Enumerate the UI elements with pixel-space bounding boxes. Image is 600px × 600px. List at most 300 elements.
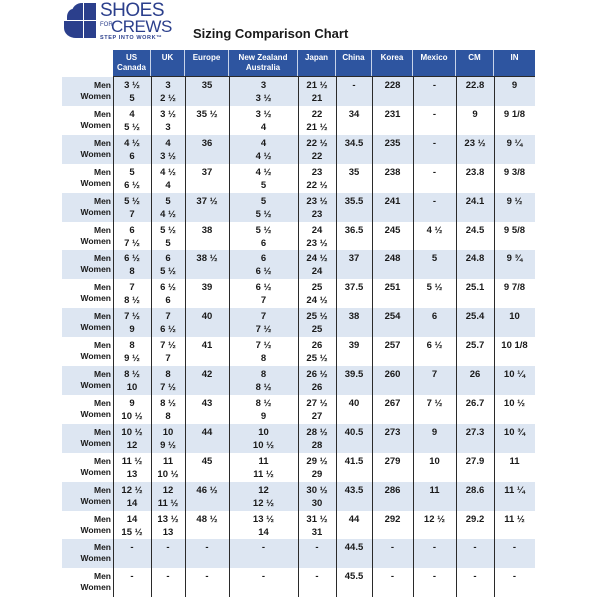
cell-mx-men: 10 bbox=[429, 455, 440, 467]
cell-nz-men: 10 bbox=[258, 426, 269, 438]
row-label-women: Women bbox=[80, 524, 111, 535]
cell-jp-women: 25 bbox=[311, 324, 323, 336]
cell-nz-women: 3 ½ bbox=[255, 93, 272, 104]
cell-eu-men: 42 bbox=[201, 369, 213, 380]
cell-nz-women: 6 ½ bbox=[255, 266, 272, 278]
logo-tagline: STEP INTO WORK™ bbox=[100, 35, 163, 41]
cell-cm-men: 26.7 bbox=[465, 397, 485, 409]
cell-uk-men: 4 bbox=[165, 137, 171, 149]
cell-kr-men: 238 bbox=[384, 166, 401, 178]
cell-jp-men: 24 ½ bbox=[306, 253, 328, 265]
cell-jp-women: 30 bbox=[311, 497, 323, 509]
cell-us-men: 5 bbox=[129, 166, 135, 178]
column-header-uk bbox=[151, 50, 185, 76]
column-header-sublabel: Canada bbox=[117, 63, 146, 72]
row-label-men: Men bbox=[94, 108, 111, 119]
column-header-label: CM bbox=[468, 53, 481, 62]
cell-cm-men: 25.7 bbox=[465, 340, 485, 352]
cell-kr-men: 267 bbox=[384, 397, 401, 409]
cell-uk-women: 8 bbox=[165, 410, 171, 422]
cell-cn-men: 40 bbox=[348, 397, 360, 409]
cell-eu-men: 35 bbox=[201, 80, 213, 91]
cell-uk-men: 5 bbox=[165, 195, 171, 207]
cell-uk-women: 13 bbox=[162, 526, 174, 538]
cell-uk-women: 7 ½ bbox=[160, 382, 176, 393]
cell-cm-men: 27.9 bbox=[465, 455, 485, 467]
cell-us-men: 9 bbox=[129, 397, 135, 409]
row-label-women: Women bbox=[80, 177, 111, 188]
column-header-label: Korea bbox=[380, 53, 404, 62]
cell-kr-men: 257 bbox=[384, 340, 401, 352]
column-header-sublabel: Australia bbox=[245, 63, 281, 72]
cell-cm-men: - bbox=[473, 571, 477, 583]
cell-nz-men: 3 bbox=[260, 80, 267, 91]
cell-nz-women: 7 bbox=[260, 295, 267, 307]
row-label-men: Men bbox=[94, 571, 111, 582]
cell-kr-men: 231 bbox=[384, 108, 401, 120]
cell-in-men: 10 1/8 bbox=[501, 340, 528, 352]
cell-jp-men: - bbox=[315, 571, 319, 583]
cell-cm-men: 9 bbox=[472, 108, 478, 120]
row-label-men: Men bbox=[94, 224, 111, 235]
cell-jp-women: 23 bbox=[311, 208, 323, 220]
cell-nz-men: 4 bbox=[260, 137, 267, 149]
cell-nz-women: 5 ½ bbox=[255, 208, 272, 220]
page-title: Sizing Comparison Chart bbox=[193, 26, 349, 41]
cell-us-men: 8 bbox=[129, 340, 135, 352]
cell-nz-men: 8 ½ bbox=[255, 397, 272, 409]
cell-jp-women: 21 ½ bbox=[306, 121, 328, 133]
cell-uk-women: 10 ½ bbox=[157, 468, 179, 480]
column-header-jp bbox=[298, 50, 336, 76]
cell-kr-men: 241 bbox=[384, 195, 401, 207]
cell-mx-men: - bbox=[432, 195, 437, 207]
cell-jp-women: 24 bbox=[311, 266, 323, 278]
cell-mx-men: 7 ½ bbox=[426, 397, 443, 409]
cell-eu-men: - bbox=[205, 571, 209, 583]
cell-nz-women: 4 ½ bbox=[255, 150, 272, 162]
row-label-men: Men bbox=[94, 253, 111, 264]
cell-uk-men: - bbox=[166, 542, 170, 554]
cell-nz-men: 6 bbox=[260, 253, 267, 265]
cell-nz-men: 6 ½ bbox=[255, 282, 272, 294]
column-divider bbox=[372, 77, 373, 597]
cell-cn-men: 35.5 bbox=[344, 195, 364, 207]
cell-us-men: 14 bbox=[126, 513, 138, 525]
cell-in-men: 9 ¼ bbox=[506, 137, 523, 149]
cell-us-women: 5 ½ bbox=[124, 121, 140, 133]
cell-mx-men: 6 bbox=[431, 311, 438, 323]
cell-nz-women: 14 bbox=[258, 526, 269, 538]
cell-us-women: 8 bbox=[129, 266, 135, 278]
column-header-label: US bbox=[125, 53, 138, 62]
cell-jp-women: 29 bbox=[311, 468, 323, 480]
cell-nz-men: - bbox=[261, 542, 266, 554]
cell-us-women: 6 bbox=[129, 150, 135, 162]
cell-uk-women: 9 ½ bbox=[160, 439, 176, 451]
row-label-men: Men bbox=[94, 166, 111, 177]
cell-in-men: - bbox=[512, 571, 517, 583]
row-label-men: Men bbox=[94, 282, 111, 293]
cell-jp-men: 25 bbox=[311, 282, 323, 294]
row-label-men: Men bbox=[94, 542, 111, 553]
cell-mx-men: 5 ½ bbox=[426, 282, 443, 294]
cell-uk-men: 6 bbox=[165, 253, 171, 265]
cell-us-men: 4 ½ bbox=[124, 137, 140, 149]
cell-jp-men: 24 bbox=[311, 224, 323, 236]
cell-in-men: 9 7/8 bbox=[503, 282, 526, 294]
cell-cn-men: 36.5 bbox=[344, 224, 364, 236]
cell-cm-men: - bbox=[473, 542, 477, 554]
cell-uk-women: 3 bbox=[165, 121, 171, 133]
column-header-label: Europe bbox=[192, 53, 221, 62]
cell-cn-men: 44.5 bbox=[344, 542, 364, 554]
row-label-women: Women bbox=[80, 553, 111, 564]
cell-eu-men: 46 ½ bbox=[196, 484, 218, 496]
cell-us-men: - bbox=[130, 542, 134, 554]
column-header-label: New Zealand bbox=[238, 53, 288, 62]
cell-jp-women: 27 bbox=[311, 410, 323, 422]
cell-in-men: 9 bbox=[511, 80, 518, 91]
column-header-nz bbox=[229, 50, 298, 76]
cell-us-women: 12 bbox=[126, 439, 138, 451]
row-label-men: Men bbox=[94, 455, 111, 466]
column-header-in bbox=[494, 50, 535, 76]
cell-jp-men: 22 ½ bbox=[306, 137, 328, 149]
cell-jp-men: 22 bbox=[311, 108, 323, 120]
column-header-eu bbox=[185, 50, 229, 76]
cell-us-women: 13 bbox=[126, 468, 138, 480]
row-label-men: Men bbox=[94, 340, 111, 351]
cell-us-women: 9 bbox=[129, 324, 135, 336]
cell-eu-men: 37 ½ bbox=[196, 195, 218, 207]
column-header-cm bbox=[456, 50, 494, 76]
cell-uk-men: 12 bbox=[162, 484, 174, 496]
cell-eu-men: 39 bbox=[201, 282, 213, 294]
cell-uk-women: 3 ½ bbox=[160, 150, 176, 162]
cell-us-men: 5 ½ bbox=[124, 195, 140, 207]
cell-mx-men: - bbox=[432, 80, 437, 91]
row-label-men: Men bbox=[94, 369, 111, 379]
cell-kr-men: 279 bbox=[384, 455, 401, 467]
cell-in-men: - bbox=[512, 542, 517, 554]
cell-kr-men: 251 bbox=[384, 282, 401, 294]
cell-us-men: 11 ½ bbox=[121, 455, 143, 467]
row-label-women: Women bbox=[80, 119, 111, 130]
cell-nz-women: 4 bbox=[260, 121, 267, 133]
cell-jp-men: 30 ½ bbox=[306, 484, 328, 496]
cell-uk-men: 11 bbox=[162, 455, 174, 467]
cell-eu-men: 38 bbox=[201, 224, 213, 236]
row-label-men: Men bbox=[94, 513, 111, 524]
header-divider bbox=[113, 76, 535, 77]
cell-uk-women: 5 ½ bbox=[160, 266, 176, 278]
cell-eu-men: 43 bbox=[201, 397, 213, 409]
cell-in-men: 10 ¾ bbox=[503, 426, 526, 438]
cell-jp-women: 24 ½ bbox=[306, 295, 328, 307]
cell-us-women: 8 ½ bbox=[124, 295, 140, 307]
cell-nz-women: 6 bbox=[260, 237, 267, 249]
cell-cn-men: 39 bbox=[348, 340, 360, 352]
cell-us-women: 10 bbox=[126, 382, 138, 393]
row-label-men: Men bbox=[94, 426, 111, 437]
cell-kr-men: - bbox=[390, 571, 395, 583]
row-label-women: Women bbox=[80, 235, 111, 246]
cell-us-men: 10 ½ bbox=[121, 426, 143, 438]
cell-cm-men: 28.6 bbox=[465, 484, 485, 496]
cell-in-men: 9 5/8 bbox=[503, 224, 526, 236]
cell-nz-women: 7 ½ bbox=[255, 324, 272, 336]
cell-jp-women: 22 ½ bbox=[306, 179, 328, 191]
column-divider bbox=[336, 77, 337, 597]
cell-cn-men: 34 bbox=[348, 108, 360, 120]
cell-jp-men: 27 ½ bbox=[306, 397, 328, 409]
logo-text-crews: CREWS bbox=[111, 17, 172, 36]
cell-us-women: 14 bbox=[126, 497, 138, 509]
cell-cn-men: 35 bbox=[348, 166, 360, 178]
cell-uk-men: 6 ½ bbox=[160, 282, 176, 294]
cell-in-men: 11 bbox=[509, 455, 520, 467]
cell-nz-men: 7 bbox=[260, 311, 267, 323]
cell-eu-men: 44 bbox=[201, 426, 213, 438]
cell-us-men: 4 bbox=[129, 108, 135, 120]
cell-us-men: 6 bbox=[129, 224, 135, 236]
cell-mx-men: 6 ½ bbox=[426, 340, 443, 352]
cell-uk-women: 6 ½ bbox=[160, 324, 176, 336]
header-corner bbox=[62, 50, 113, 76]
cell-us-men: 6 ½ bbox=[124, 253, 140, 265]
cell-eu-men: 48 ½ bbox=[196, 513, 218, 525]
cell-cm-men: 24.5 bbox=[465, 224, 485, 236]
cell-cm-men: 24.1 bbox=[465, 195, 485, 207]
column-divider bbox=[413, 77, 414, 597]
cell-uk-women: 2 ½ bbox=[160, 93, 176, 104]
shoes-for-crews-logo bbox=[64, 0, 184, 45]
cell-in-men: 9 ¾ bbox=[506, 253, 523, 265]
cell-mx-men: - bbox=[432, 571, 437, 583]
column-header-label: IN bbox=[510, 53, 519, 62]
cell-jp-men: 25 ½ bbox=[306, 311, 328, 323]
cell-kr-men: 273 bbox=[384, 426, 401, 438]
cell-kr-men: 260 bbox=[384, 369, 401, 380]
cell-jp-men: 26 ½ bbox=[306, 369, 328, 380]
cell-kr-men: 248 bbox=[384, 253, 401, 265]
cell-cm-men: 25.4 bbox=[465, 311, 485, 323]
cell-jp-men: 26 bbox=[311, 340, 323, 352]
cell-in-men: 9 ½ bbox=[506, 195, 523, 207]
cell-mx-men: 5 bbox=[431, 253, 438, 265]
column-divider bbox=[494, 77, 495, 597]
cell-mx-men: 12 ½ bbox=[423, 513, 446, 525]
cell-nz-women: 11 ½ bbox=[253, 468, 274, 480]
cell-us-men: 3 ½ bbox=[124, 80, 140, 91]
cell-jp-women: 25 ½ bbox=[306, 353, 328, 365]
cell-nz-women: 12 ½ bbox=[252, 497, 275, 509]
column-divider bbox=[185, 77, 186, 597]
cell-uk-men: 8 bbox=[165, 369, 171, 380]
cell-kr-men: 292 bbox=[384, 513, 401, 525]
cell-us-women: 5 bbox=[129, 93, 135, 104]
cell-cn-men: 39.5 bbox=[344, 369, 364, 380]
cell-cn-men: 38 bbox=[348, 311, 360, 323]
row-label-women: Women bbox=[80, 495, 111, 506]
cell-uk-women: 4 bbox=[165, 179, 171, 191]
cell-jp-women: 26 bbox=[311, 382, 323, 393]
cell-nz-women: 8 ½ bbox=[255, 382, 272, 393]
column-header-kr bbox=[372, 50, 413, 76]
column-header-mx bbox=[413, 50, 456, 76]
cell-mx-men: 11 bbox=[429, 484, 440, 496]
cell-us-women: 7 ½ bbox=[124, 237, 140, 249]
cell-cn-men: 34.5 bbox=[344, 137, 364, 149]
cell-uk-men: 4 ½ bbox=[160, 166, 176, 178]
cell-jp-women: 23 ½ bbox=[306, 237, 328, 249]
cell-kr-men: 254 bbox=[384, 311, 401, 323]
cell-us-men: - bbox=[130, 571, 134, 583]
cell-us-women: 7 bbox=[129, 208, 135, 220]
cell-cn-men: 40.5 bbox=[344, 426, 364, 438]
cell-eu-men: 35 ½ bbox=[196, 108, 218, 120]
column-header-label: Mexico bbox=[420, 53, 448, 62]
cell-nz-men: 12 bbox=[258, 484, 269, 496]
column-divider bbox=[229, 77, 230, 597]
column-header-label: China bbox=[342, 53, 365, 62]
cell-kr-men: 286 bbox=[384, 484, 401, 496]
cell-nz-women: 9 bbox=[260, 410, 267, 422]
cell-jp-men: 28 ½ bbox=[306, 426, 328, 438]
cell-nz-men: 5 ½ bbox=[255, 224, 272, 236]
row-label-women: Women bbox=[80, 293, 111, 304]
cell-us-women: 15 ½ bbox=[121, 526, 143, 538]
row-label-women: Women bbox=[80, 206, 111, 217]
cell-kr-men: 245 bbox=[384, 224, 401, 236]
cell-jp-women: 28 bbox=[311, 439, 323, 451]
row-label-men: Men bbox=[94, 397, 111, 408]
cell-mx-men: - bbox=[432, 166, 437, 178]
cell-eu-men: 36 bbox=[201, 137, 213, 149]
column-header-us bbox=[113, 50, 151, 76]
cell-cm-men: 23 ½ bbox=[464, 137, 486, 149]
row-label-women: Women bbox=[80, 91, 111, 101]
cell-us-women: 9 ½ bbox=[124, 353, 140, 365]
cell-uk-men: - bbox=[166, 571, 170, 583]
cell-nz-men: 8 bbox=[260, 369, 267, 380]
cell-jp-women: 22 bbox=[311, 150, 323, 162]
column-divider bbox=[151, 77, 152, 597]
cell-uk-men: 8 ½ bbox=[160, 397, 176, 409]
cell-kr-men: 235 bbox=[384, 137, 401, 149]
cell-cn-men: - bbox=[352, 80, 356, 91]
cell-eu-men: 38 ½ bbox=[196, 253, 218, 265]
cell-mx-men: 4 ½ bbox=[426, 224, 443, 236]
cell-nz-women: 8 bbox=[260, 353, 267, 365]
cell-jp-men: 21 ½ bbox=[306, 80, 328, 91]
cell-nz-men: 3 ½ bbox=[255, 108, 272, 120]
cell-kr-men: - bbox=[390, 542, 395, 554]
column-divider bbox=[456, 77, 457, 597]
cell-mx-men: - bbox=[432, 108, 437, 120]
cell-jp-women: 31 bbox=[311, 526, 323, 538]
cell-nz-men: - bbox=[261, 571, 266, 583]
column-header-cn bbox=[336, 50, 372, 76]
row-label-men: Men bbox=[94, 195, 111, 206]
cell-mx-men: - bbox=[432, 137, 437, 149]
cell-mx-men: - bbox=[432, 542, 437, 554]
cell-uk-men: 13 ½ bbox=[157, 513, 179, 525]
cell-in-men: 10 ¼ bbox=[503, 369, 526, 380]
cell-eu-men: 40 bbox=[201, 311, 213, 323]
cell-us-women: 6 ½ bbox=[124, 179, 140, 191]
row-label-women: Women bbox=[80, 148, 111, 159]
cell-jp-men: 29 ½ bbox=[306, 455, 328, 467]
cell-nz-men: 5 bbox=[260, 195, 267, 207]
cell-uk-men: 5 ½ bbox=[160, 224, 176, 236]
cell-cn-men: 41.5 bbox=[344, 455, 364, 467]
cell-in-men: 10 ½ bbox=[503, 397, 526, 409]
cell-eu-men: 45 bbox=[201, 455, 213, 467]
cell-cm-men: 25.1 bbox=[465, 282, 485, 294]
cell-uk-men: 7 ½ bbox=[160, 340, 176, 352]
cell-in-men: 10 bbox=[509, 311, 520, 323]
cell-uk-women: 5 bbox=[165, 237, 171, 249]
cell-nz-women: 5 bbox=[260, 179, 267, 191]
cell-jp-men: - bbox=[315, 542, 319, 554]
cell-cn-men: 45.5 bbox=[344, 571, 364, 583]
column-header-label: UK bbox=[161, 53, 174, 62]
cell-in-men: 11 ½ bbox=[504, 513, 525, 525]
cell-jp-men: 31 ½ bbox=[306, 513, 328, 525]
cell-uk-women: 7 bbox=[165, 353, 171, 365]
cell-nz-men: 13 ½ bbox=[252, 513, 275, 525]
cell-nz-men: 4 ½ bbox=[255, 166, 272, 178]
cell-cn-men: 37 bbox=[348, 253, 360, 265]
row-label-men: Men bbox=[94, 137, 111, 148]
cell-us-women: 10 ½ bbox=[121, 410, 143, 422]
cell-cm-men: 27.3 bbox=[465, 426, 485, 438]
cell-eu-men: 37 bbox=[201, 166, 213, 178]
cell-jp-women: 21 bbox=[311, 93, 323, 104]
cell-us-men: 8 ½ bbox=[124, 369, 140, 380]
cell-uk-women: 11 ½ bbox=[157, 497, 179, 509]
row-label-women: Women bbox=[80, 582, 111, 593]
cell-uk-women: 4 ½ bbox=[160, 208, 176, 220]
column-header-label: Japan bbox=[304, 53, 329, 62]
cell-eu-men: - bbox=[205, 542, 209, 554]
cell-in-men: 9 3/8 bbox=[503, 166, 526, 178]
cell-us-men: 12 ½ bbox=[121, 484, 143, 496]
row-label-men: Men bbox=[94, 484, 111, 495]
cell-nz-men: 7 ½ bbox=[255, 340, 272, 352]
logo-text-for: FOR bbox=[100, 22, 113, 28]
cell-kr-men: 228 bbox=[384, 80, 401, 91]
cell-us-men: 7 bbox=[129, 282, 135, 294]
row-label-women: Women bbox=[80, 437, 111, 448]
cell-cm-men: 22.8 bbox=[465, 80, 485, 91]
logo-mark-icon bbox=[64, 3, 96, 39]
cell-jp-men: 23 ½ bbox=[306, 195, 328, 207]
cell-uk-women: 6 bbox=[165, 295, 171, 307]
cell-eu-men: 41 bbox=[201, 340, 213, 352]
row-label-women: Women bbox=[80, 322, 111, 333]
cell-in-men: 9 1/8 bbox=[503, 108, 526, 120]
row-label-men: Men bbox=[94, 311, 111, 322]
cell-cm-men: 24.8 bbox=[465, 253, 485, 265]
cell-cn-men: 44 bbox=[348, 513, 360, 525]
cell-uk-men: 10 bbox=[162, 426, 174, 438]
cell-cm-men: 26 bbox=[469, 369, 481, 380]
row-label-women: Women bbox=[80, 351, 111, 362]
cell-cm-men: 29.2 bbox=[465, 513, 485, 525]
